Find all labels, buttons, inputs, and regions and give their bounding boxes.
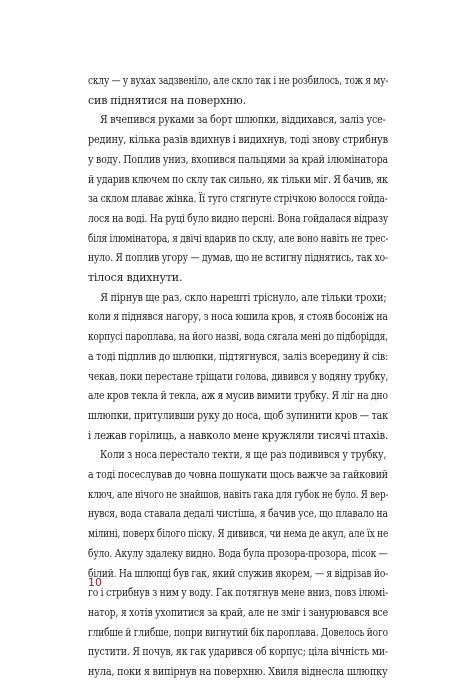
text-line: Я пірнув ще раз, скло нарешті тріснуло, але тільки трохи;	[100, 290, 387, 304]
text-line: лося на воді. На руці було видно персні. Вона гойдалася відразу	[88, 211, 389, 225]
text-line: мілині, поверх білого піску. Я дивився, чи нема де акул, але їх не	[88, 527, 389, 541]
text-line: нуло. Я поплив угору — думав, що не встигну піднятись, так хо-	[88, 251, 388, 265]
body-text	[88, 71, 388, 682]
text-line: у воду. Поплив униз, вхопився пальцями за край ілюмінатора	[88, 152, 389, 166]
page-number: 10	[88, 576, 102, 589]
text-line: нувся, вода ставала дедалі чистіша, я бачив усе, що плавало на	[88, 507, 388, 521]
paragraph	[88, 288, 388, 446]
paragraph	[88, 445, 388, 681]
text-line: глибше й глибше, попри вигнутий бік пароплава. Довелось його	[88, 625, 388, 639]
text-line: Я вчепився руками за борт шлюпки, віддихався, заліз усе-	[100, 113, 386, 127]
text-line: нула, поки я випірнув на поверхню. Хвиля віднесла шлюпку	[88, 665, 388, 679]
text-line: редину, кілька разів вдихнув і видихнув, тоді знову стрибнув	[88, 133, 388, 147]
text-line: коли я піднявся нагору, з носа юшила кров, я стояв босоніж на	[88, 310, 388, 324]
text-line: білий. На шлюпці був гак, який служив якорем, — я відрізав йо-	[88, 566, 389, 580]
text-line: й ударив ключем по склу так сильно, як тільки міг. Я бачив, як	[88, 172, 388, 186]
text-line: а тоді підплив до шлюпки, підтягнувся, заліз всередину й сів:	[88, 349, 389, 363]
text-line: шлюпки, притуливши руку до носа, щоб зупинити кров — так	[88, 408, 388, 422]
text-line: сив піднятися на поверхню.	[88, 93, 246, 107]
paragraph	[88, 110, 388, 287]
text-line: і лежав горілиць, а навколо мене кружляли тисячі птахів.	[88, 428, 389, 442]
text-line: корпусі пароплава, на його назві, вода сягала мені до підборіддя,	[88, 330, 388, 344]
text-line: тілося вдихнути.	[88, 271, 183, 285]
text-line: пустити. Я почув, як гак ударився об корпус; ціла вічність ми-	[88, 645, 389, 659]
text-line: а тоді посеслував до човна пошукати щось важче за гайковий	[88, 468, 388, 482]
text-line: чекав, поки перестане тріщати голова, дивився у водяну трубку,	[88, 369, 389, 383]
paragraph	[88, 71, 388, 110]
text-line: біля ілюмінатора, я двічі вдарив по склу, але воно навіть не трес-	[88, 231, 389, 245]
text-line: го і стрибнув з ним у воду. Гак потягнув мене вниз, повз ілюмі-	[88, 586, 389, 600]
text-line: але кров текла й текла, аж я мусив вимити трубку. Я ліг на дно	[88, 389, 388, 403]
text-line: склу — у вухах задзвеніло, але скло так і не розбилось, тож я му-	[88, 74, 389, 87]
text-line: Коли з носа перестало текти, я ще раз подивився у трубку,	[99, 448, 387, 462]
text-line: натор, я хотів ухопитися за край, але не зміг і занурювався все	[88, 605, 388, 619]
text-line: за склом плаває жінка. Її туго стягнуте стрічкою волосся гойда-	[88, 192, 388, 206]
text-line: ключ, але нічого не знайшов, навіть гака для губок не було. Я вер-	[88, 487, 389, 501]
text-line: було. Акулу здалеку видно. Вода була прозора-прозора, пісок —	[88, 546, 388, 560]
